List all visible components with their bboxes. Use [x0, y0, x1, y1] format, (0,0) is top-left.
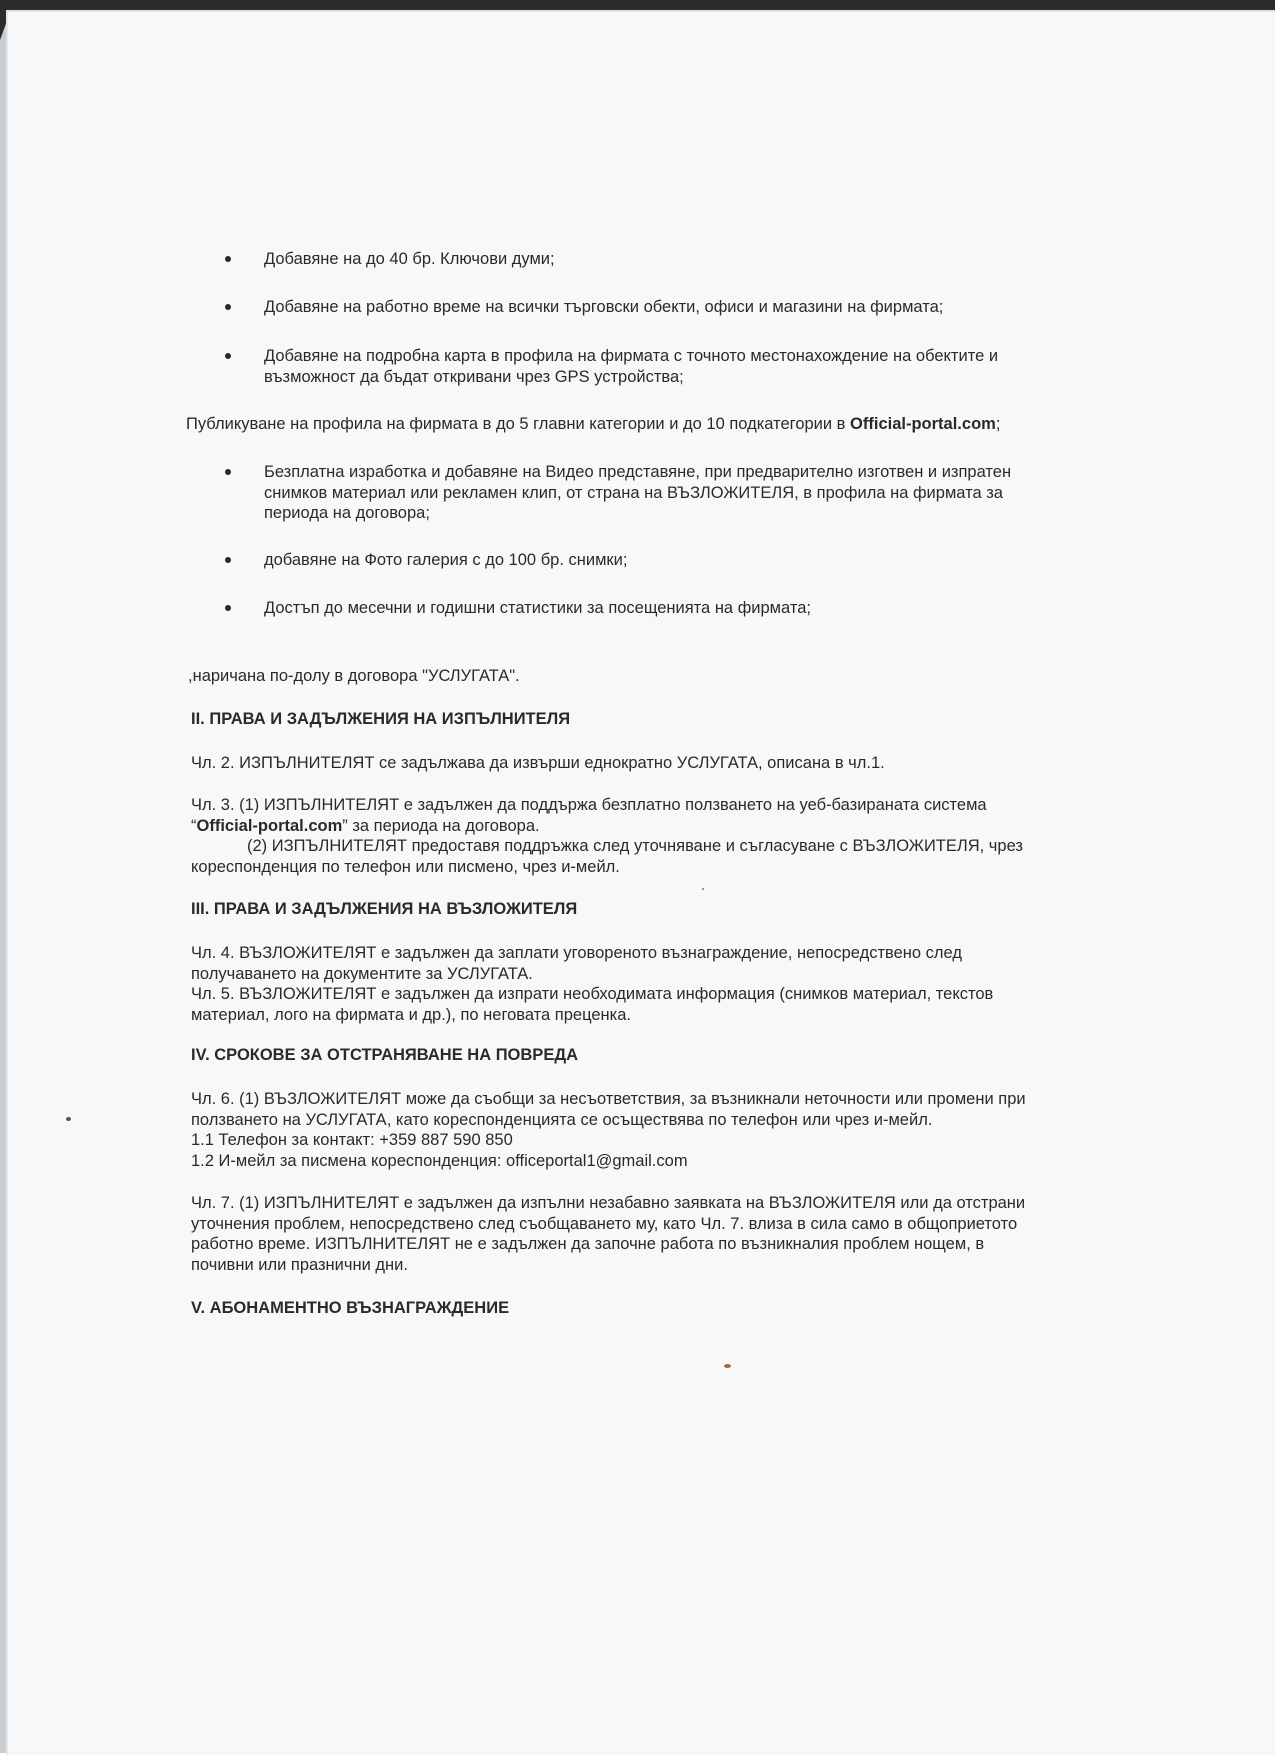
article-line: почивни или празнични дни. — [191, 1255, 408, 1274]
list-item-line: снимков материал или рекламен клип, от страна на ВЪЗЛОЖИТЕЛЯ, в профила на фирмата за — [264, 483, 1003, 502]
article-line: ползването на УСЛУГАТА, като кореспонденцията се осъществява по телефон или чрез и-мейл. — [191, 1110, 933, 1129]
site-name: Official-portal.com — [196, 816, 343, 835]
document-content — [8, 12, 1275, 1755]
bullet-icon — [225, 256, 231, 262]
article-line: (2) ИЗПЪЛНИТЕЛЯТ предоставя поддръжка след уточняване и съгласуване с ВЪЗЛОЖИТЕЛЯ, чрез — [247, 837, 1023, 855]
section-heading: II. ПРАВА И ЗАДЪЛЖЕНИЯ НА ИЗПЪЛНИТЕЛЯ — [191, 710, 571, 728]
article-line: кореспонденция по телефон или писмено, чрез и-мейл. — [191, 857, 620, 876]
list-item-line: Безплатна изработка и добавяне на Видео представяне, при предварително изготвен и изпратен — [264, 463, 1012, 481]
list-item-line: периода на договора; — [264, 504, 430, 522]
article-line-rest: ” за периода на договора. — [342, 816, 540, 835]
article-line: Чл. 3. (1) ИЗПЪЛНИТЕЛЯТ е задължен да поддържа безплатно ползването на уеб-базираната система — [191, 796, 987, 814]
list-item-text — [264, 462, 1114, 524]
publish-text: Публикуване на профила на фирмата в до 5 главни категории и до 10 подкатегории в — [186, 415, 851, 433]
site-name: Official-portal.com — [850, 415, 996, 433]
bullet-icon — [225, 304, 231, 310]
article-line: Чл. 4. ВЪЗЛОЖИТЕЛЯТ е задължен да заплати уговореното възнаграждение, непосредствено след — [191, 944, 962, 962]
articles-4-5 — [191, 943, 1131, 1025]
list-item-text: Добавяне на работно време на всички търговски обекти, офиси и магазини на фирмата; — [264, 298, 944, 316]
service-note: ,наричана по-долу в договора "УСЛУГАТА". — [188, 667, 520, 685]
list-item-text: добавяне на Фото галерия с до 100 бр. снимки; — [264, 551, 628, 569]
document-page — [6, 10, 1275, 1755]
scan-speck — [702, 888, 704, 890]
article-line: материал, лого на фирмата и др.), по неговата преценка. — [191, 1005, 631, 1024]
list-item-text: Добавяне на до 40 бр. Ключови думи; — [264, 250, 555, 268]
scan-speck — [66, 1117, 71, 1121]
list-item-line: възможност да бъдат откривани чрез GPS устройства; — [264, 367, 684, 386]
article-2: Чл. 2. ИЗПЪЛНИТЕЛЯТ се задължава да извърши еднократно УСЛУГАТА, описана в чл.1. — [191, 754, 885, 772]
bullet-icon — [225, 469, 231, 475]
section-heading: IV. СРОКОВЕ ЗА ОТСТРАНЯВАНЕ НА ПОВРЕДА — [191, 1046, 578, 1064]
section-heading: V. АБОНАМЕНТНО ВЪЗНАГРАЖДЕНИЕ — [191, 1299, 510, 1317]
article-line — [191, 816, 1131, 837]
article-6 — [191, 1089, 1131, 1171]
list-item-line: Добавяне на подробна карта в профила на фирмата с точното местонахождение на обектите и — [264, 347, 999, 365]
article-line: работно време. ИЗПЪЛНИТЕЛЯТ не е задължен да започне работа по възникналия проблем нощем, в — [191, 1235, 985, 1253]
article-line: получаването на документите за УСЛУГАТА. — [191, 964, 533, 983]
quote-open: “ — [191, 816, 197, 835]
section-heading: III. ПРАВА И ЗАДЪЛЖЕНИЯ НА ВЪЗЛОЖИТЕЛЯ — [191, 900, 578, 918]
article-line: Чл. 6. (1) ВЪЗЛОЖИТЕЛЯТ може да съобщи за несъответствия, за възникнали неточности или промени при — [191, 1090, 1026, 1108]
scan-speck — [724, 1364, 731, 1368]
contact-phone: 1.1 Телефон за контакт: +359 887 590 850 — [191, 1131, 513, 1149]
list-item-text — [264, 346, 1114, 387]
contact-email: 1.2 И-мейл за писмена кореспонденция: officeportal1@gmail.com — [191, 1151, 688, 1170]
article-line: Чл. 5. ВЪЗЛОЖИТЕЛЯТ е задължен да изпрати необходимата информация (снимков материал, текстов — [191, 985, 994, 1003]
list-item-text: Достъп до месечни и годишни статистики за посещенията на фирмата; — [264, 599, 811, 617]
article-line: уточнения проблем, непосредствено след съобщаването му, като Чл. 7. влиза в сила само в общоприетото — [191, 1214, 1018, 1233]
article-7 — [191, 1193, 1131, 1275]
publish-end: ; — [995, 415, 1001, 433]
publish-paragraph — [186, 414, 1126, 435]
bullet-icon — [225, 353, 231, 359]
bullet-icon — [225, 605, 231, 611]
article-3 — [191, 795, 1131, 877]
article-line: Чл. 7. (1) ИЗПЪЛНИТЕЛЯТ е задължен да изпълни незабавно заявката на ВЪЗЛОЖИТЕЛЯ или да отстрани — [191, 1194, 1026, 1212]
bullet-icon — [225, 557, 231, 563]
